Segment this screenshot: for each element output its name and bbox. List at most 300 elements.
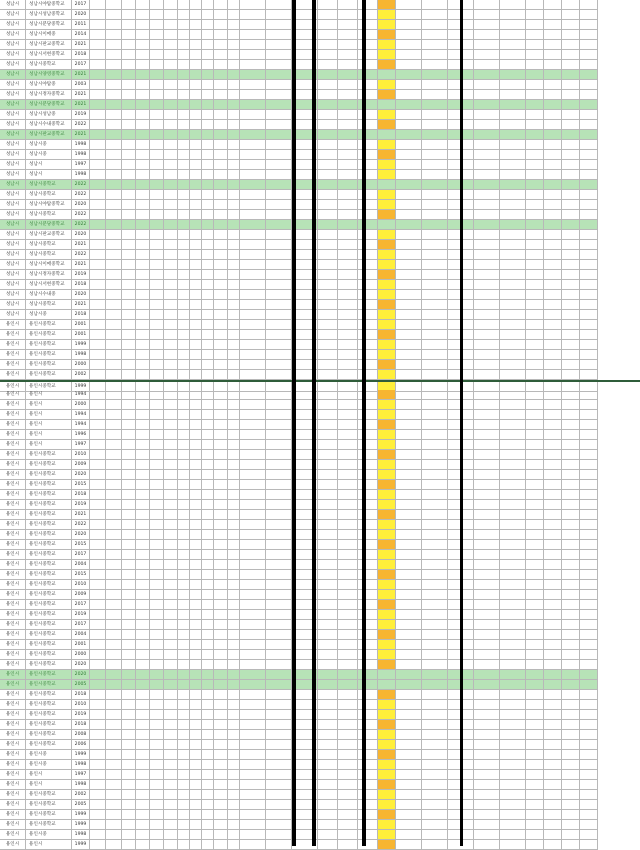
data-cell[interactable] xyxy=(562,700,580,710)
data-cell[interactable] xyxy=(136,80,150,90)
data-cell[interactable] xyxy=(266,390,292,400)
data-cell[interactable] xyxy=(122,630,136,640)
data-cell[interactable] xyxy=(500,560,526,570)
data-cell[interactable] xyxy=(228,360,240,370)
school-name-cell[interactable]: 성남시중학교 xyxy=(26,210,72,220)
data-cell[interactable] xyxy=(526,500,544,510)
data-cell[interactable] xyxy=(214,360,228,370)
data-cell[interactable] xyxy=(190,260,202,270)
data-cell[interactable] xyxy=(358,580,378,590)
data-cell[interactable] xyxy=(202,470,214,480)
school-name-cell[interactable]: 성남시분당중학교 xyxy=(26,100,72,110)
data-cell[interactable] xyxy=(500,140,526,150)
data-cell[interactable] xyxy=(396,720,422,730)
data-cell[interactable] xyxy=(240,810,266,820)
data-cell[interactable] xyxy=(396,510,422,520)
region-cell[interactable]: 용인시 xyxy=(0,350,26,360)
data-cell[interactable] xyxy=(106,440,122,450)
data-cell[interactable] xyxy=(178,720,190,730)
data-cell[interactable] xyxy=(378,200,396,210)
data-cell[interactable] xyxy=(202,560,214,570)
data-cell[interactable] xyxy=(214,420,228,430)
data-cell[interactable] xyxy=(190,590,202,600)
school-name-cell[interactable]: 용인시 xyxy=(26,780,72,790)
data-cell[interactable] xyxy=(358,90,378,100)
data-cell[interactable] xyxy=(338,390,358,400)
data-cell[interactable] xyxy=(338,560,358,570)
region-cell[interactable]: 용인시 xyxy=(0,330,26,340)
data-cell[interactable] xyxy=(544,280,562,290)
data-cell[interactable] xyxy=(178,840,190,850)
data-cell[interactable] xyxy=(190,620,202,630)
data-cell[interactable] xyxy=(318,800,338,810)
data-cell[interactable] xyxy=(202,820,214,830)
data-cell[interactable] xyxy=(106,20,122,30)
data-cell[interactable] xyxy=(150,630,164,640)
data-cell[interactable] xyxy=(562,780,580,790)
data-cell[interactable] xyxy=(190,480,202,490)
data-cell[interactable] xyxy=(228,140,240,150)
data-cell[interactable] xyxy=(178,600,190,610)
data-cell[interactable] xyxy=(318,120,338,130)
data-cell[interactable] xyxy=(474,90,500,100)
data-cell[interactable] xyxy=(422,510,448,520)
year-cell[interactable]: 1999 xyxy=(72,810,90,820)
region-cell[interactable]: 성남시 xyxy=(0,30,26,40)
data-cell[interactable] xyxy=(164,90,178,100)
region-cell[interactable]: 성남시 xyxy=(0,130,26,140)
data-cell[interactable] xyxy=(544,30,562,40)
data-cell[interactable] xyxy=(396,500,422,510)
data-cell[interactable] xyxy=(178,650,190,660)
data-cell[interactable] xyxy=(396,200,422,210)
data-cell[interactable] xyxy=(90,650,106,660)
data-cell[interactable] xyxy=(150,220,164,230)
data-cell[interactable] xyxy=(190,60,202,70)
region-cell[interactable]: 용인시 xyxy=(0,470,26,480)
year-cell[interactable]: 2015 xyxy=(72,480,90,490)
data-cell[interactable] xyxy=(500,520,526,530)
data-cell[interactable] xyxy=(580,250,598,260)
data-cell[interactable] xyxy=(240,250,266,260)
data-cell[interactable] xyxy=(122,500,136,510)
data-cell[interactable] xyxy=(136,310,150,320)
year-cell[interactable]: 2021 xyxy=(72,300,90,310)
data-cell[interactable] xyxy=(178,170,190,180)
data-cell[interactable] xyxy=(378,560,396,570)
data-cell[interactable] xyxy=(150,290,164,300)
data-cell[interactable] xyxy=(318,640,338,650)
data-cell[interactable] xyxy=(136,400,150,410)
data-cell[interactable] xyxy=(396,240,422,250)
year-cell[interactable]: 2022 xyxy=(72,210,90,220)
data-cell[interactable] xyxy=(228,160,240,170)
data-cell[interactable] xyxy=(178,460,190,470)
data-cell[interactable] xyxy=(240,450,266,460)
data-cell[interactable] xyxy=(136,570,150,580)
data-cell[interactable] xyxy=(378,660,396,670)
data-cell[interactable] xyxy=(266,250,292,260)
data-cell[interactable] xyxy=(106,660,122,670)
data-cell[interactable] xyxy=(580,750,598,760)
data-cell[interactable] xyxy=(562,580,580,590)
data-cell[interactable] xyxy=(378,670,396,680)
data-cell[interactable] xyxy=(580,560,598,570)
data-cell[interactable] xyxy=(90,450,106,460)
data-cell[interactable] xyxy=(228,630,240,640)
data-cell[interactable] xyxy=(228,640,240,650)
data-cell[interactable] xyxy=(164,780,178,790)
data-cell[interactable] xyxy=(214,270,228,280)
region-cell[interactable]: 용인시 xyxy=(0,770,26,780)
data-cell[interactable] xyxy=(202,480,214,490)
data-cell[interactable] xyxy=(122,370,136,380)
data-cell[interactable] xyxy=(122,750,136,760)
data-cell[interactable] xyxy=(178,620,190,630)
data-cell[interactable] xyxy=(266,800,292,810)
data-cell[interactable] xyxy=(190,770,202,780)
data-cell[interactable] xyxy=(214,10,228,20)
data-cell[interactable] xyxy=(190,740,202,750)
data-cell[interactable] xyxy=(338,720,358,730)
data-cell[interactable] xyxy=(164,680,178,690)
data-cell[interactable] xyxy=(266,280,292,290)
data-cell[interactable] xyxy=(90,400,106,410)
data-cell[interactable] xyxy=(90,30,106,40)
data-cell[interactable] xyxy=(202,640,214,650)
data-cell[interactable] xyxy=(338,350,358,360)
region-cell[interactable]: 용인시 xyxy=(0,420,26,430)
data-cell[interactable] xyxy=(136,540,150,550)
data-cell[interactable] xyxy=(580,590,598,600)
data-cell[interactable] xyxy=(240,390,266,400)
data-cell[interactable] xyxy=(396,120,422,130)
data-cell[interactable] xyxy=(526,390,544,400)
data-cell[interactable] xyxy=(338,660,358,670)
data-cell[interactable] xyxy=(178,790,190,800)
data-cell[interactable] xyxy=(106,790,122,800)
data-cell[interactable] xyxy=(90,580,106,590)
data-cell[interactable] xyxy=(178,100,190,110)
data-cell[interactable] xyxy=(150,230,164,240)
data-cell[interactable] xyxy=(266,400,292,410)
data-cell[interactable] xyxy=(358,440,378,450)
data-cell[interactable] xyxy=(122,490,136,500)
region-cell[interactable]: 용인시 xyxy=(0,760,26,770)
data-cell[interactable] xyxy=(202,760,214,770)
school-name-cell[interactable]: 용인시 xyxy=(26,770,72,780)
data-cell[interactable] xyxy=(378,120,396,130)
data-cell[interactable] xyxy=(106,700,122,710)
data-cell[interactable] xyxy=(422,390,448,400)
data-cell[interactable] xyxy=(526,260,544,270)
data-cell[interactable] xyxy=(122,260,136,270)
data-cell[interactable] xyxy=(338,270,358,280)
data-cell[interactable] xyxy=(150,260,164,270)
data-cell[interactable] xyxy=(202,520,214,530)
data-cell[interactable] xyxy=(396,340,422,350)
data-cell[interactable] xyxy=(178,780,190,790)
school-name-cell[interactable]: 용인시중학교 xyxy=(26,620,72,630)
data-cell[interactable] xyxy=(178,770,190,780)
data-cell[interactable] xyxy=(178,290,190,300)
data-cell[interactable] xyxy=(266,550,292,560)
data-cell[interactable] xyxy=(228,180,240,190)
school-name-cell[interactable]: 용인시중학교 xyxy=(26,650,72,660)
data-cell[interactable] xyxy=(526,150,544,160)
region-cell[interactable]: 성남시 xyxy=(0,170,26,180)
data-cell[interactable] xyxy=(338,160,358,170)
data-cell[interactable] xyxy=(164,480,178,490)
data-cell[interactable] xyxy=(266,340,292,350)
data-cell[interactable] xyxy=(150,110,164,120)
data-cell[interactable] xyxy=(338,630,358,640)
data-cell[interactable] xyxy=(228,680,240,690)
data-cell[interactable] xyxy=(562,250,580,260)
data-cell[interactable] xyxy=(318,550,338,560)
data-cell[interactable] xyxy=(544,300,562,310)
data-cell[interactable] xyxy=(214,530,228,540)
data-cell[interactable] xyxy=(544,580,562,590)
data-cell[interactable] xyxy=(500,780,526,790)
data-cell[interactable] xyxy=(90,190,106,200)
data-cell[interactable] xyxy=(318,50,338,60)
data-cell[interactable] xyxy=(500,170,526,180)
data-cell[interactable] xyxy=(378,320,396,330)
data-cell[interactable] xyxy=(358,100,378,110)
data-cell[interactable] xyxy=(422,310,448,320)
data-cell[interactable] xyxy=(136,110,150,120)
data-cell[interactable] xyxy=(214,290,228,300)
data-cell[interactable] xyxy=(190,810,202,820)
data-cell[interactable] xyxy=(338,540,358,550)
year-cell[interactable]: 2009 xyxy=(72,590,90,600)
data-cell[interactable] xyxy=(338,400,358,410)
data-cell[interactable] xyxy=(580,270,598,280)
data-cell[interactable] xyxy=(164,340,178,350)
data-cell[interactable] xyxy=(240,790,266,800)
data-cell[interactable] xyxy=(90,690,106,700)
data-cell[interactable] xyxy=(240,160,266,170)
data-cell[interactable] xyxy=(526,300,544,310)
data-cell[interactable] xyxy=(178,350,190,360)
data-cell[interactable] xyxy=(136,0,150,10)
data-cell[interactable] xyxy=(136,610,150,620)
data-cell[interactable] xyxy=(214,730,228,740)
data-cell[interactable] xyxy=(240,260,266,270)
data-cell[interactable] xyxy=(318,540,338,550)
data-cell[interactable] xyxy=(228,730,240,740)
data-cell[interactable] xyxy=(544,170,562,180)
data-cell[interactable] xyxy=(240,190,266,200)
data-cell[interactable] xyxy=(202,240,214,250)
data-cell[interactable] xyxy=(178,490,190,500)
data-cell[interactable] xyxy=(240,620,266,630)
data-cell[interactable] xyxy=(422,400,448,410)
data-cell[interactable] xyxy=(90,430,106,440)
data-cell[interactable] xyxy=(338,640,358,650)
data-cell[interactable] xyxy=(90,660,106,670)
data-cell[interactable] xyxy=(396,770,422,780)
region-cell[interactable]: 용인시 xyxy=(0,490,26,500)
data-cell[interactable] xyxy=(474,570,500,580)
data-cell[interactable] xyxy=(318,140,338,150)
data-cell[interactable] xyxy=(178,610,190,620)
data-cell[interactable] xyxy=(122,10,136,20)
data-cell[interactable] xyxy=(526,60,544,70)
data-cell[interactable] xyxy=(90,300,106,310)
data-cell[interactable] xyxy=(526,430,544,440)
school-name-cell[interactable]: 용인시 xyxy=(26,840,72,850)
data-cell[interactable] xyxy=(122,740,136,750)
data-cell[interactable] xyxy=(228,760,240,770)
data-cell[interactable] xyxy=(150,750,164,760)
data-cell[interactable] xyxy=(422,100,448,110)
data-cell[interactable] xyxy=(422,800,448,810)
school-name-cell[interactable]: 용인시 xyxy=(26,440,72,450)
data-cell[interactable] xyxy=(396,90,422,100)
data-cell[interactable] xyxy=(164,430,178,440)
data-cell[interactable] xyxy=(190,840,202,850)
data-cell[interactable] xyxy=(136,190,150,200)
data-cell[interactable] xyxy=(422,150,448,160)
data-cell[interactable] xyxy=(106,460,122,470)
data-cell[interactable] xyxy=(318,60,338,70)
data-cell[interactable] xyxy=(422,520,448,530)
data-cell[interactable] xyxy=(580,350,598,360)
data-cell[interactable] xyxy=(150,50,164,60)
data-cell[interactable] xyxy=(378,650,396,660)
data-cell[interactable] xyxy=(190,540,202,550)
data-cell[interactable] xyxy=(544,660,562,670)
data-cell[interactable] xyxy=(136,40,150,50)
data-cell[interactable] xyxy=(500,770,526,780)
data-cell[interactable] xyxy=(378,370,396,380)
data-cell[interactable] xyxy=(474,220,500,230)
data-cell[interactable] xyxy=(526,360,544,370)
data-cell[interactable] xyxy=(240,530,266,540)
data-cell[interactable] xyxy=(266,140,292,150)
data-cell[interactable] xyxy=(396,430,422,440)
year-cell[interactable]: 2000 xyxy=(72,400,90,410)
data-cell[interactable] xyxy=(526,670,544,680)
data-cell[interactable] xyxy=(202,680,214,690)
data-cell[interactable] xyxy=(526,100,544,110)
data-cell[interactable] xyxy=(136,710,150,720)
data-cell[interactable] xyxy=(422,110,448,120)
data-cell[interactable] xyxy=(136,690,150,700)
data-cell[interactable] xyxy=(266,440,292,450)
year-cell[interactable]: 2018 xyxy=(72,280,90,290)
data-cell[interactable] xyxy=(178,580,190,590)
data-cell[interactable] xyxy=(214,130,228,140)
data-cell[interactable] xyxy=(178,160,190,170)
data-cell[interactable] xyxy=(190,40,202,50)
year-cell[interactable]: 2019 xyxy=(72,610,90,620)
data-cell[interactable] xyxy=(164,800,178,810)
data-cell[interactable] xyxy=(500,720,526,730)
data-cell[interactable] xyxy=(150,680,164,690)
data-cell[interactable] xyxy=(378,110,396,120)
data-cell[interactable] xyxy=(178,830,190,840)
data-cell[interactable] xyxy=(474,580,500,590)
data-cell[interactable] xyxy=(190,270,202,280)
region-cell[interactable]: 용인시 xyxy=(0,610,26,620)
region-cell[interactable]: 성남시 xyxy=(0,300,26,310)
data-cell[interactable] xyxy=(474,300,500,310)
data-cell[interactable] xyxy=(190,140,202,150)
data-cell[interactable] xyxy=(228,130,240,140)
data-cell[interactable] xyxy=(266,840,292,850)
data-cell[interactable] xyxy=(190,650,202,660)
data-cell[interactable] xyxy=(544,360,562,370)
year-cell[interactable]: 2021 xyxy=(72,510,90,520)
data-cell[interactable] xyxy=(526,140,544,150)
data-cell[interactable] xyxy=(90,840,106,850)
data-cell[interactable] xyxy=(422,480,448,490)
data-cell[interactable] xyxy=(396,710,422,720)
data-cell[interactable] xyxy=(580,30,598,40)
data-cell[interactable] xyxy=(474,330,500,340)
data-cell[interactable] xyxy=(202,400,214,410)
data-cell[interactable] xyxy=(544,510,562,520)
data-cell[interactable] xyxy=(562,840,580,850)
data-cell[interactable] xyxy=(228,770,240,780)
data-cell[interactable] xyxy=(378,300,396,310)
data-cell[interactable] xyxy=(562,550,580,560)
data-cell[interactable] xyxy=(358,670,378,680)
data-cell[interactable] xyxy=(318,40,338,50)
data-cell[interactable] xyxy=(178,510,190,520)
data-cell[interactable] xyxy=(90,800,106,810)
data-cell[interactable] xyxy=(190,100,202,110)
data-cell[interactable] xyxy=(164,810,178,820)
data-cell[interactable] xyxy=(202,340,214,350)
school-name-cell[interactable]: 용인시중 xyxy=(26,760,72,770)
data-cell[interactable] xyxy=(202,540,214,550)
data-cell[interactable] xyxy=(526,640,544,650)
data-cell[interactable] xyxy=(178,220,190,230)
data-cell[interactable] xyxy=(526,180,544,190)
data-cell[interactable] xyxy=(122,580,136,590)
data-cell[interactable] xyxy=(266,530,292,540)
school-name-cell[interactable]: 성남시서현중학교 xyxy=(26,280,72,290)
data-cell[interactable] xyxy=(474,360,500,370)
data-cell[interactable] xyxy=(500,330,526,340)
region-cell[interactable]: 성남시 xyxy=(0,150,26,160)
school-name-cell[interactable]: 용인시중학교 xyxy=(26,600,72,610)
data-cell[interactable] xyxy=(266,460,292,470)
data-cell[interactable] xyxy=(318,410,338,420)
data-cell[interactable] xyxy=(214,670,228,680)
data-cell[interactable] xyxy=(266,700,292,710)
data-cell[interactable] xyxy=(580,140,598,150)
data-cell[interactable] xyxy=(136,700,150,710)
school-name-cell[interactable]: 용인시 xyxy=(26,420,72,430)
data-cell[interactable] xyxy=(150,430,164,440)
data-cell[interactable] xyxy=(136,280,150,290)
data-cell[interactable] xyxy=(562,670,580,680)
data-cell[interactable] xyxy=(338,480,358,490)
data-cell[interactable] xyxy=(136,220,150,230)
data-cell[interactable] xyxy=(562,180,580,190)
data-cell[interactable] xyxy=(358,540,378,550)
data-cell[interactable] xyxy=(240,440,266,450)
data-cell[interactable] xyxy=(422,70,448,80)
data-cell[interactable] xyxy=(580,360,598,370)
data-cell[interactable] xyxy=(378,590,396,600)
data-cell[interactable] xyxy=(562,830,580,840)
